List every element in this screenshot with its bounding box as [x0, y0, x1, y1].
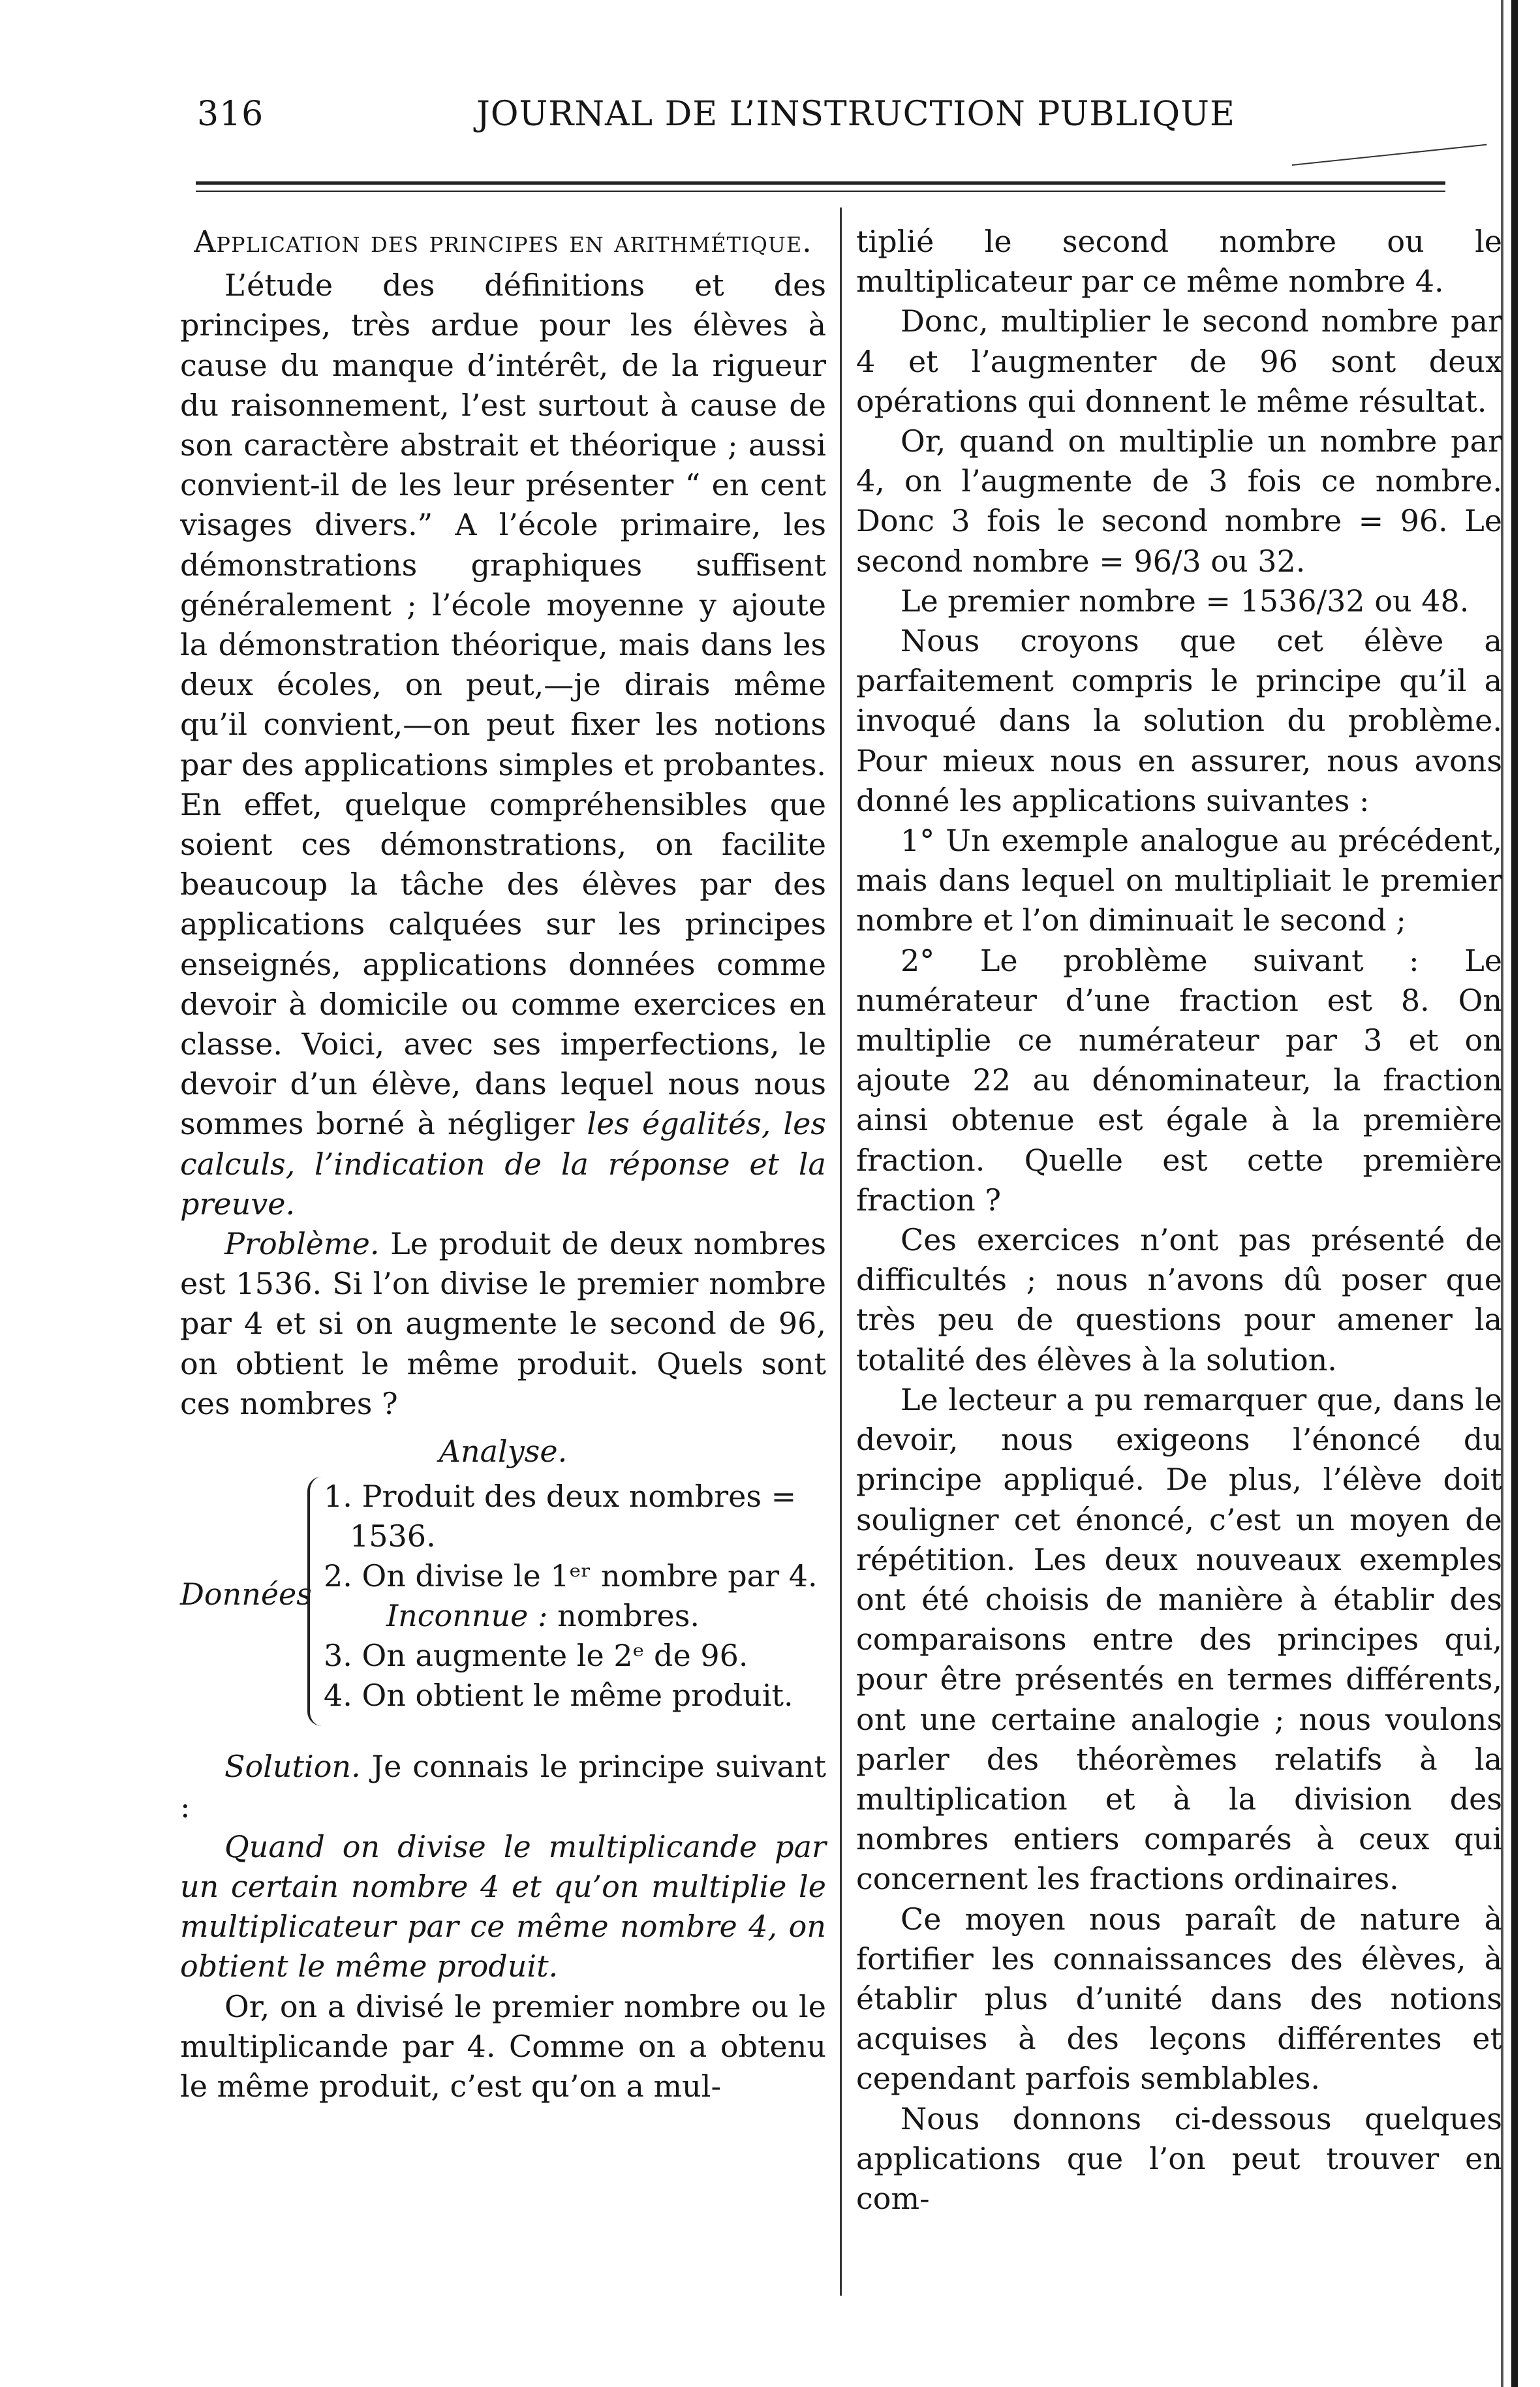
donnee-4: 4. On obtient le même produit. — [324, 1678, 793, 1714]
problem-label: Problème. — [224, 1226, 380, 1262]
inconnue-label: Inconnue : — [386, 1598, 548, 1634]
analyse-heading: Analyse. — [439, 1434, 568, 1470]
donnons-paragraph: Nous donnons ci-dessous quelques applications que l’on peut trouver en com- — [856, 2101, 1502, 2216]
section-title: Application des principes en arithmétique. — [194, 224, 812, 259]
donnees-block — [180, 1477, 826, 1738]
problem-paragraph — [180, 1224, 826, 1424]
or-paragraph: Or, on a divisé le premier nombre ou le multiplicande par 4. Comme on a obtenu le même produit, c’est qu’on a mul- — [180, 1988, 826, 2104]
inconnue-value: nombres. — [557, 1598, 700, 1634]
problem-text: Le produit de deux nombres est 1536. Si l’on divise le premier nombre par 4 et si on augmente le second de 96, on obtient le même produit. Quels sont ces nombres ? — [180, 1226, 826, 1421]
intro-text: L’étude des définitions et des principes, très ardue pour les élèves à cause du manque d’intérêt, de la rigueur du raisonnement, l’est surtout à cause de son caractère abstrait et théorique ; aussi convient-il de les leur présenter “ en cent visages divers.” A l’école primaire, les démonstrations graphiques suffisent généralement ; l’école moyenne y ajoute la démonstration théorique, mais dans les deux écoles, on peut,—je dirais même qu’il convient,—on peut fixer les notions par des applications simples et probantes. En effet, quelque compréhensibles que soient ces démonstrations, on facilite beaucoup la tâche des élèves par des applications calquées sur les principes enseignés, applications données comme devoir à domicile ou comme exercices en classe. Voici, avec ses imperfections, le devoir d’un élève, dans lequel nous nous sommes borné à négliger — [180, 268, 826, 1142]
intro-paragraph — [180, 266, 826, 1224]
exercices-paragraph: Ces exercices n’ont pas présenté de difficultés ; nous n’avons dû poser que très peu de questions pour amener la totalité des élèves à la solution. — [856, 1222, 1502, 1378]
solution-text: Je connais le principe suivant : — [180, 1749, 826, 1825]
donnee-2: 2. On divise le 1ᵉʳ nombre par 4. — [324, 1558, 818, 1594]
application-1: 1° Un exemple analogue au précédent, mais dans lequel on multipliait le premier nombre et l’on diminuait le second ; — [856, 823, 1502, 938]
solution-paragraph — [180, 1747, 826, 1826]
header-rule-thick — [196, 181, 1445, 185]
premier-nombre-line: Le premier nombre = 1536/32 ou 48. — [901, 583, 1470, 619]
left-column — [180, 222, 826, 2106]
donnee-1a: 1. Produit des deux nombres = — [324, 1479, 797, 1515]
lecteur-paragraph: Le lecteur a pu remarquer que, dans le devoir, nous exigeons l’énoncé du principe appliqué. De plus, l’élève doit souligner cet énoncé, c’est un moyen de répétition. Les deux nouveaux exemples ont été choisis de manière à établir des comparaisons entre des principes qui, pour être présentés en termes différents, ont une certaine analogie ; nous voulons parler des théorèmes relatifs à la multiplication et à la division des nombres entiers comparés à ceux qui concernent les fractions ordinaires. — [856, 1381, 1502, 1897]
application-2: 2° Le problème suivant : Le numérateur d’une fraction est 8. On multiplie ce numérateur par 3 et on ajoute 22 au dénominateur, la fraction ainsi obtenue est égale à la première fraction. Quelle est cette première fraction ? — [856, 942, 1502, 1218]
right-column — [856, 222, 1502, 2219]
journal-title: JOURNAL DE L’INSTRUCTION PUBLIQUE — [476, 95, 1235, 134]
moyen-paragraph: Ce moyen nous paraît de nature à fortifier les connaissances des élèves, à établir plus d’unité dans des notions acquises à des leçons différentes et cependant parfois semblables. — [856, 1901, 1502, 2097]
page-binding-edge — [1511, 0, 1518, 2387]
column-divider — [840, 208, 842, 2296]
inconnue-line — [324, 1596, 820, 1636]
donc-paragraph: Donc, multiplier le second nombre par 4 et l’augmenter de 96 sont deux opérations qui donnent le même résultat. — [856, 303, 1502, 419]
multiplie-paragraph: Or, quand on multiplie un nombre par 4, on l’augmente de 3 fois ce nombre. Donc 3 fois le second nombre = 96. Le second nombre = 96/3 ou 32. — [856, 424, 1502, 579]
header-rule-curl — [1292, 144, 1487, 166]
intro-italic: les égalités, les calculs, l’indication de la réponse et la preuve. — [180, 1106, 827, 1222]
solution-label: Solution. — [224, 1749, 361, 1785]
header-rule-thin — [196, 191, 1445, 192]
croyons-paragraph: Nous croyons que cet élève a parfaitement compris le principe qu’il a invoqué dans la solution du problème. Pour mieux nous en assurer, nous avons donné les applications suivantes : — [856, 623, 1502, 818]
donnee-1b: 1536. — [350, 1518, 436, 1554]
donnees-list — [324, 1477, 820, 1716]
continuation-paragraph: tiplié le second nombre ou le multiplicateur par ce même nombre 4. — [856, 224, 1502, 300]
curly-brace — [307, 1477, 322, 1726]
principle-paragraph: Quand on divise le multiplicande par un certain nombre 4 et qu’on multiplie le multiplicateur par ce même nombre 4, on obtient le même produit. — [180, 1828, 826, 1984]
donnees-label: Données — [180, 1577, 312, 1612]
page-number: 316 — [197, 95, 264, 134]
donnee-3: 3. On augmente le 2ᵉ de 96. — [324, 1638, 748, 1674]
